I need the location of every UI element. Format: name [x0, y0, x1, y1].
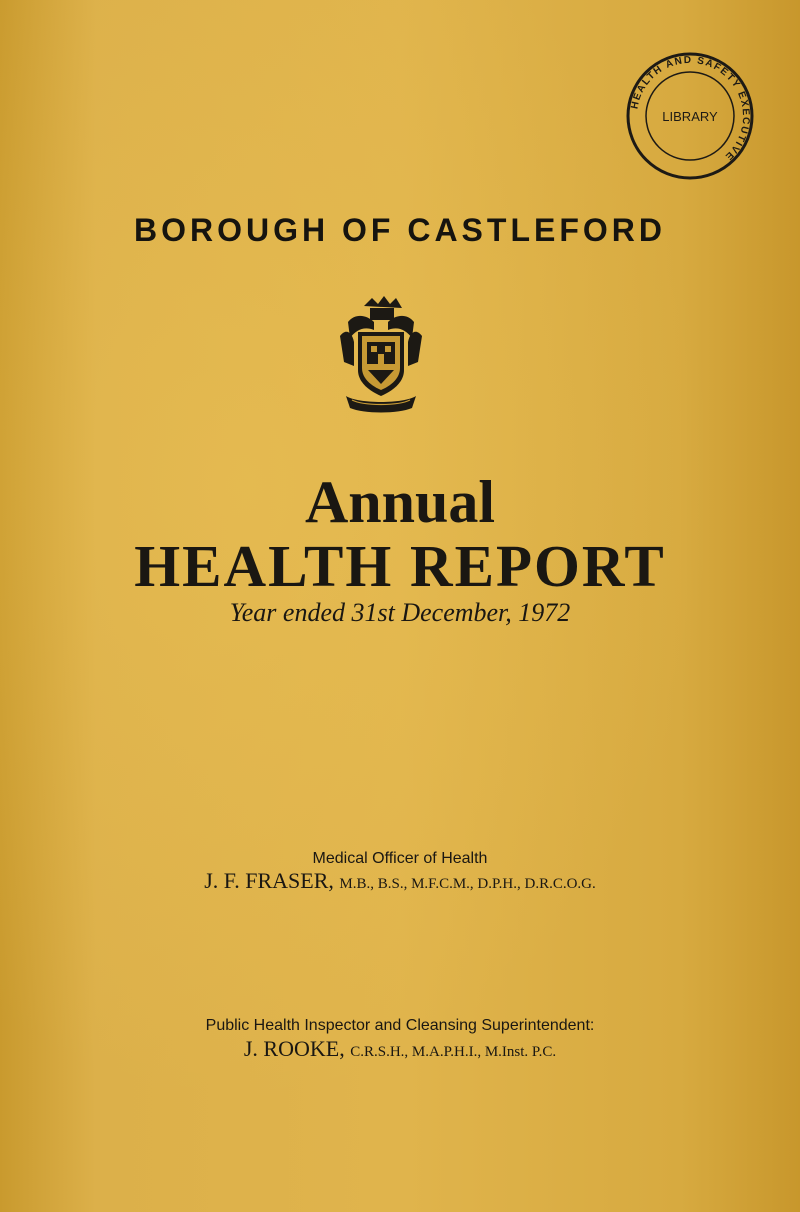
medical-officer-qualifications: M.B., B.S., M.F.C.M., D.P.H., D.R.C.O.G.	[339, 876, 596, 892]
stamp-center-label: LIBRARY	[662, 109, 718, 124]
inspector-name: J. ROOKE,	[243, 1036, 345, 1061]
stamp-ring-text: HEALTH AND SAFETY EXECUTIVE	[629, 54, 752, 163]
medical-officer-role: Medical Officer of Health	[312, 850, 488, 867]
inspector-qualifications: C.R.S.H., M.A.P.H.I., M.Inst. P.C.	[350, 1044, 557, 1060]
inspector-entry	[0, 1036, 800, 1062]
inspector-role: Public Health Inspector and Cleansing Superintendent:	[205, 1017, 595, 1034]
borough-title: BOROUGH OF CASTLEFORD	[134, 212, 666, 248]
medical-officer-name: J. F. FRASER,	[204, 868, 334, 893]
coat-of-arms-icon	[338, 296, 424, 416]
report-title-line-1: Annual	[304, 469, 496, 535]
report-title-line-2: HEALTH REPORT	[134, 533, 666, 599]
library-stamp	[620, 46, 760, 186]
report-period: Year ended 31st December, 1972	[229, 598, 571, 627]
medical-officer-entry	[0, 868, 800, 894]
